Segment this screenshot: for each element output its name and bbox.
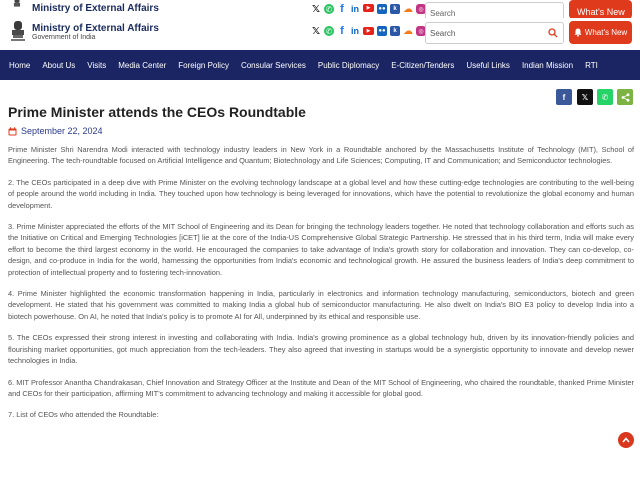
share-x-icon[interactable]: 𝕏 — [577, 89, 593, 105]
bell-icon — [574, 28, 582, 37]
article-date-text: September 22, 2024 — [21, 126, 103, 136]
whats-new-button-ghost[interactable]: What's New — [569, 0, 632, 18]
nav-item-indian-mission[interactable]: Indian Mission — [521, 60, 574, 70]
flickr-icon[interactable]: ●● — [378, 6, 386, 12]
search-icon[interactable] — [548, 28, 558, 38]
facebook-icon[interactable]: f — [340, 3, 344, 15]
youtube-icon[interactable]: ▶ — [363, 27, 374, 35]
search-box-ghost[interactable]: Search — [425, 2, 564, 18]
share-more-icon[interactable] — [617, 89, 633, 105]
scroll-to-top-button[interactable] — [618, 432, 634, 448]
whats-new-label: What's New — [584, 28, 628, 37]
linkedin-icon[interactable]: in — [351, 26, 359, 36]
ministry-subtitle: Government of India — [32, 34, 96, 41]
social-icons — [311, 26, 426, 36]
page-title: Prime Minister attends the CEOs Roundtable — [8, 104, 306, 120]
article-date — [8, 126, 634, 136]
nav-item-media-center[interactable]: Media Center — [118, 60, 167, 70]
flickr-icon[interactable]: ●● — [378, 28, 386, 34]
article-paragraph-3: 3. Prime Minister appreciated the efforts of the MIT School of Engineering and its Dean for bringing the technology leaders together. He noted that technology collaboration and efforts such as the Initiative on Critical and Emerging Technologies [iCET] lie at the core of the India-US Comprehensive Global Strategic Partnership. He stressed that in his third term, India will make every effort to become the third largest economy in the world. He encouraged the companies to take advantage of India's growth story for collaboration and innovation. They can co-develop, co-design, and co-produce in India for the world, harnessing the opportunities from India's economic and technological growth. He assured the business leaders of India's deep commitment to protection of intellectual property and to fostering tech-innovation. — [8, 222, 634, 277]
article-paragraph-1: Prime Minister Shri Narendra Modi interacted with technology industry leaders in New York in a Roundtable anchored by the Massachusetts Institute of Technology (MIT), School of Engineering. The tech-roundtable focused on Artificial Intelligence and Quantum; Biotechnology and Life Sciences; Computing, IT and Communication; and Semiconductor technologies. — [8, 145, 634, 166]
facebook-icon[interactable]: f — [340, 25, 344, 37]
header-scrolled-ghost — [0, 0, 640, 18]
article-paragraph-4: 4. Prime Minister highlighted the economic transformation happening in India, particularly in electronics and information technology manufacturing, semiconductors, biotech and green development. He stated that his government was committed to making India a global hub of semiconductor manufacturing. He also dwelt on India's BIO E3 policy to develop India into a biotech powerhouse. On AI, he noted that India's policy is to promote AI for All, underpinned by its ethical and responsible use. — [8, 289, 634, 321]
share-facebook-icon[interactable]: f — [556, 89, 572, 105]
whatsapp-icon[interactable]: ✆ — [325, 26, 333, 36]
nav-item-e-citizen-tenders[interactable]: E-Citizen/Tenders — [391, 60, 455, 70]
x-icon[interactable]: 𝕏 — [311, 3, 321, 15]
nav-item-useful-links[interactable]: Useful Links — [466, 60, 510, 70]
whats-new-button[interactable] — [569, 21, 632, 44]
share-icon — [621, 93, 630, 102]
national-emblem-icon — [10, 0, 24, 14]
x-icon[interactable]: 𝕏 — [311, 25, 321, 37]
instagram-icon[interactable]: ◎ — [416, 26, 426, 36]
social-icons-ghost — [311, 4, 426, 18]
nav-item-visits[interactable]: Visits — [87, 60, 107, 70]
chevron-up-icon — [622, 437, 630, 443]
nav-item-consular-services[interactable]: Consular Services — [240, 60, 306, 70]
whatsapp-icon[interactable]: ✆ — [325, 4, 333, 14]
koo-icon[interactable]: k — [390, 4, 400, 14]
article-paragraph-6: 6. MIT Professor Anantha Chandrakasan, Chief Innovation and Strategy Officer at the Institute and Dean of the MIT School of Engineering, who chaired the roundtable, thanked Prime Minister and CEOs for their participation, affirming MIT's commitment to advancing technology and making it accessible for global good. — [8, 377, 634, 398]
article — [8, 104, 634, 431]
article-paragraph-7: 7. List of CEOs who attended the Roundtable: — [8, 410, 159, 420]
main-nav — [0, 50, 640, 80]
nav-item-foreign-policy[interactable]: Foreign Policy — [178, 60, 229, 70]
soundcloud-icon[interactable]: ☁ — [403, 25, 413, 37]
ministry-title[interactable]: Ministry of External Affairs — [32, 23, 159, 34]
linkedin-icon[interactable]: in — [351, 4, 359, 14]
national-emblem-icon[interactable] — [10, 20, 26, 46]
nav-item-home[interactable]: Home — [9, 60, 31, 70]
search-box — [425, 22, 564, 44]
nav-item-about-us[interactable]: About Us — [42, 60, 76, 70]
search-input[interactable] — [430, 27, 545, 40]
site-header — [0, 18, 640, 50]
instagram-icon[interactable]: ◎ — [416, 4, 426, 14]
youtube-icon[interactable]: ▶ — [363, 4, 374, 12]
article-paragraph-5: 5. The CEOs expressed their strong interest in investing and collaborating with India. India's growing prominence as a global technology hub, driven by its innovation-friendly policies and flourishing market opportunities, got much appreciation from the tech-leaders. They also agreed that investing in startups would be a synergistic opportunity to innovate and develop newer technologies in India. — [8, 333, 634, 366]
ministry-title-ghost: Ministry of External Affairs — [32, 3, 159, 14]
soundcloud-icon[interactable]: ☁ — [403, 3, 413, 15]
article-paragraph-2: 2. The CEOs participated in a deep dive with Prime Minister on the evolving technology landscape at a global level and how these cutting-edge technologies are contributing to the well-being of people around the world including in India. They touched upon how technology is being leveraged for innovations, which have the potential to revolutionize the global economy and human development. — [8, 177, 634, 210]
koo-icon[interactable]: k — [390, 26, 400, 36]
share-whatsapp-icon[interactable]: ✆ — [597, 89, 613, 105]
nav-item-public-diplomacy[interactable]: Public Diplomacy — [317, 60, 380, 70]
nav-item-rti[interactable]: RTI — [585, 60, 598, 70]
calendar-icon — [8, 127, 17, 136]
